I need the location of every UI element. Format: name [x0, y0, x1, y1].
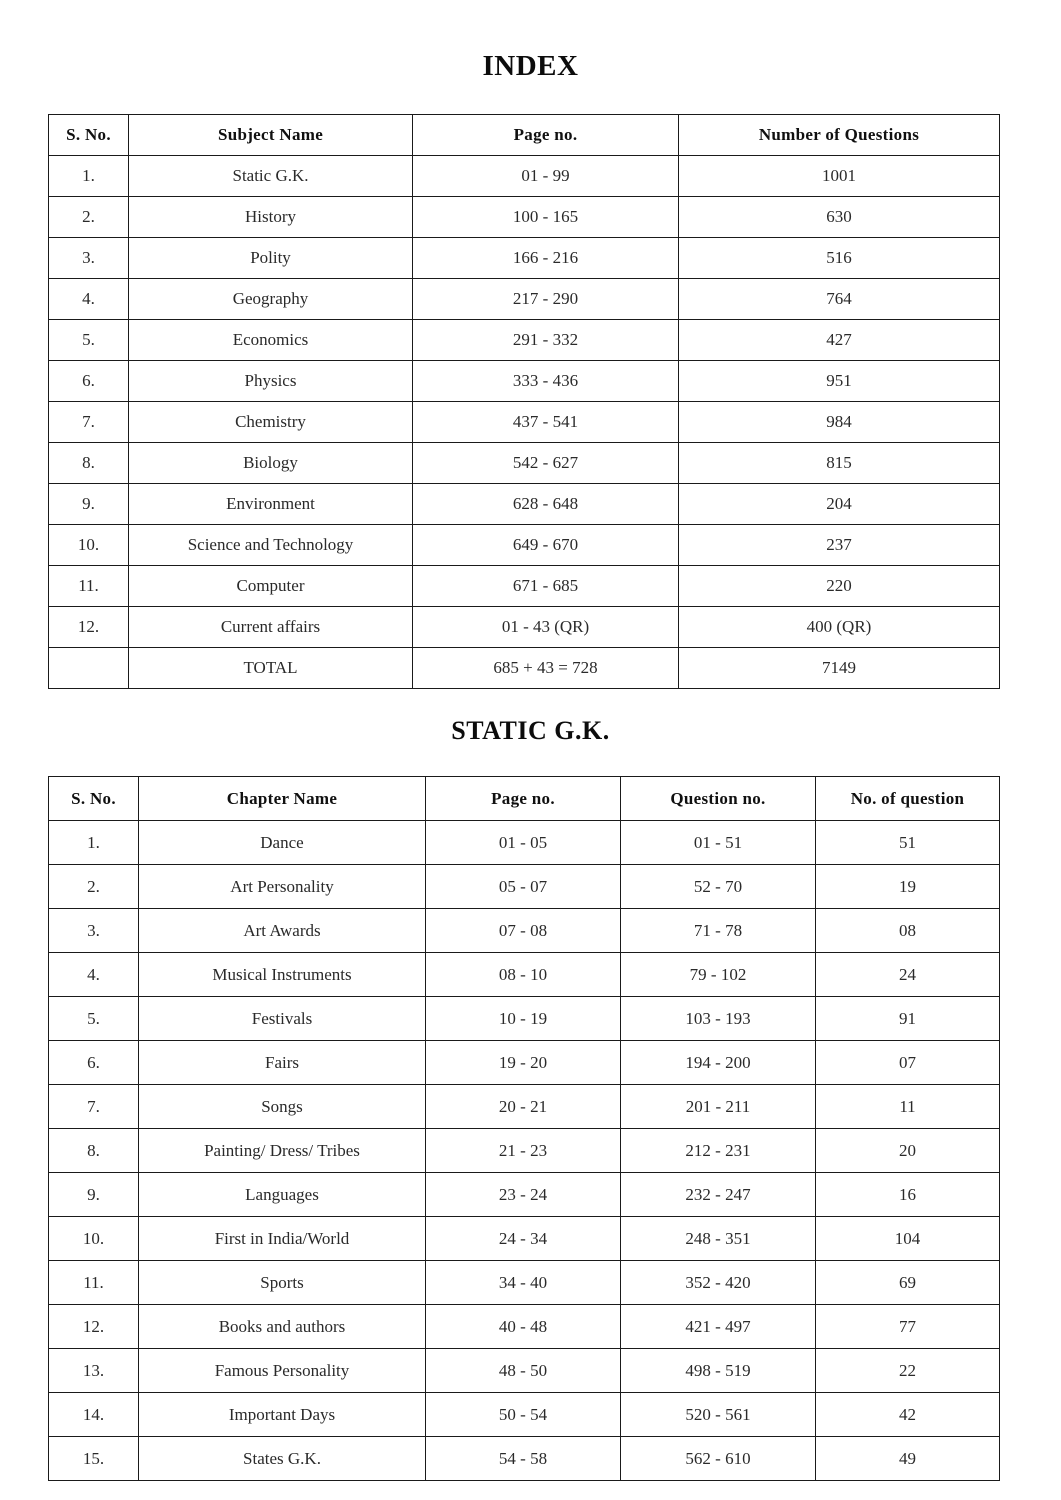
cell-subject-name: Environment: [129, 484, 413, 525]
cell-serial-number: 9.: [49, 1173, 139, 1217]
table-row: [49, 156, 1000, 197]
column-header-page-no: Page no.: [426, 777, 621, 821]
table-row: [49, 484, 1000, 525]
cell-serial-number: 10.: [49, 525, 129, 566]
cell-subject-name: Biology: [129, 443, 413, 484]
cell-subject-name: Computer: [129, 566, 413, 607]
cell-page-range: 07 - 08: [426, 909, 621, 953]
cell-page-range: 34 - 40: [426, 1261, 621, 1305]
cell-question-count: 630: [679, 197, 1000, 238]
column-header-chapter: Chapter Name: [139, 777, 426, 821]
cell-serial-number: 1.: [49, 821, 139, 865]
cell-question-range: 201 - 211: [621, 1085, 816, 1129]
cell-serial-number: 11.: [49, 1261, 139, 1305]
cell-page-range: 628 - 648: [413, 484, 679, 525]
cell-serial-number: 12.: [49, 1305, 139, 1349]
cell-total-page-range: 685 + 43 = 728: [413, 648, 679, 689]
cell-question-range: 103 - 193: [621, 997, 816, 1041]
cell-page-range: 542 - 627: [413, 443, 679, 484]
cell-chapter-name: Sports: [139, 1261, 426, 1305]
cell-question-count: 951: [679, 361, 1000, 402]
table-row: [49, 443, 1000, 484]
cell-serial-number: 2.: [49, 197, 129, 238]
cell-question-count: 516: [679, 238, 1000, 279]
table-row: [49, 1437, 1000, 1481]
cell-chapter-name: Books and authors: [139, 1305, 426, 1349]
cell-subject-name: Current affairs: [129, 607, 413, 648]
cell-subject-name: Chemistry: [129, 402, 413, 443]
cell-chapter-name: Art Personality: [139, 865, 426, 909]
cell-serial-number: 10.: [49, 1217, 139, 1261]
table-total-row: [49, 648, 1000, 689]
cell-serial-number: 1.: [49, 156, 129, 197]
cell-page-range: 54 - 58: [426, 1437, 621, 1481]
table-row: [49, 1085, 1000, 1129]
cell-page-range: 23 - 24: [426, 1173, 621, 1217]
table-row: [49, 197, 1000, 238]
cell-serial-number: 9.: [49, 484, 129, 525]
cell-question-count: 19: [816, 865, 1000, 909]
cell-serial-number: 4.: [49, 953, 139, 997]
cell-page-range: 21 - 23: [426, 1129, 621, 1173]
cell-page-range: 100 - 165: [413, 197, 679, 238]
page-title-index: INDEX: [482, 50, 579, 82]
cell-question-count: 51: [816, 821, 1000, 865]
cell-page-range: 48 - 50: [426, 1349, 621, 1393]
cell-chapter-name: Fairs: [139, 1041, 426, 1085]
cell-page-range: 19 - 20: [426, 1041, 621, 1085]
cell-question-count: 07: [816, 1041, 1000, 1085]
cell-page-range: 01 - 99: [413, 156, 679, 197]
cell-page-range: 50 - 54: [426, 1393, 621, 1437]
cell-serial-number: 11.: [49, 566, 129, 607]
cell-chapter-name: Languages: [139, 1173, 426, 1217]
cell-question-range: 232 - 247: [621, 1173, 816, 1217]
cell-question-range: 01 - 51: [621, 821, 816, 865]
cell-page-range: 217 - 290: [413, 279, 679, 320]
cell-chapter-name: States G.K.: [139, 1437, 426, 1481]
table-row: [49, 909, 1000, 953]
cell-serial-number: 13.: [49, 1349, 139, 1393]
table-row: [49, 402, 1000, 443]
table-header-row: [49, 115, 1000, 156]
cell-serial-number: 8.: [49, 443, 129, 484]
cell-subject-name: Science and Technology: [129, 525, 413, 566]
table-row: [49, 607, 1000, 648]
column-header-sno: S. No.: [49, 115, 129, 156]
cell-question-range: 421 - 497: [621, 1305, 816, 1349]
cell-serial-number: 7.: [49, 402, 129, 443]
table-row: [49, 1173, 1000, 1217]
cell-question-range: 52 - 70: [621, 865, 816, 909]
cell-question-count: 11: [816, 1085, 1000, 1129]
table-row: [49, 1305, 1000, 1349]
cell-total-question-sum: 7149: [679, 648, 1000, 689]
cell-serial-number: 15.: [49, 1437, 139, 1481]
cell-serial-number: 5.: [49, 997, 139, 1041]
table-row: [49, 1261, 1000, 1305]
cell-question-range: 520 - 561: [621, 1393, 816, 1437]
cell-page-range: 291 - 332: [413, 320, 679, 361]
table-row: [49, 361, 1000, 402]
cell-serial-number: 8.: [49, 1129, 139, 1173]
cell-question-count: 764: [679, 279, 1000, 320]
cell-serial-number: 2.: [49, 865, 139, 909]
cell-question-range: 562 - 610: [621, 1437, 816, 1481]
cell-question-count: 400 (QR): [679, 607, 1000, 648]
cell-chapter-name: Musical Instruments: [139, 953, 426, 997]
static-gk-table-header: [49, 777, 1000, 821]
index-table-body: [49, 156, 1000, 689]
cell-question-range: 212 - 231: [621, 1129, 816, 1173]
cell-page-range: 01 - 05: [426, 821, 621, 865]
cell-chapter-name: First in India/World: [139, 1217, 426, 1261]
cell-question-range: 194 - 200: [621, 1041, 816, 1085]
cell-question-count: 104: [816, 1217, 1000, 1261]
table-header-row: [49, 777, 1000, 821]
static-gk-table: [48, 776, 1000, 1481]
cell-question-range: 248 - 351: [621, 1217, 816, 1261]
cell-question-range: 71 - 78: [621, 909, 816, 953]
cell-subject-name: Static G.K.: [129, 156, 413, 197]
cell-question-count: 69: [816, 1261, 1000, 1305]
column-header-subject: Subject Name: [129, 115, 413, 156]
cell-page-range: 333 - 436: [413, 361, 679, 402]
cell-question-range: 498 - 519: [621, 1349, 816, 1393]
cell-serial-number: 7.: [49, 1085, 139, 1129]
column-header-page-no: Page no.: [413, 115, 679, 156]
table-row: [49, 279, 1000, 320]
cell-chapter-name: Important Days: [139, 1393, 426, 1437]
cell-chapter-name: Dance: [139, 821, 426, 865]
cell-question-count: 49: [816, 1437, 1000, 1481]
cell-page-range: 08 - 10: [426, 953, 621, 997]
column-header-count: No. of question: [816, 777, 1000, 821]
table-row: [49, 821, 1000, 865]
cell-subject-name: Economics: [129, 320, 413, 361]
cell-question-range: 79 - 102: [621, 953, 816, 997]
cell-chapter-name: Famous Personality: [139, 1349, 426, 1393]
cell-serial-number: 12.: [49, 607, 129, 648]
cell-question-count: 204: [679, 484, 1000, 525]
cell-question-count: 984: [679, 402, 1000, 443]
cell-chapter-name: Art Awards: [139, 909, 426, 953]
cell-serial-number: 3.: [49, 909, 139, 953]
cell-page-range: 24 - 34: [426, 1217, 621, 1261]
cell-chapter-name: Festivals: [139, 997, 426, 1041]
table-row: [49, 566, 1000, 607]
cell-chapter-name: Painting/ Dress/ Tribes: [139, 1129, 426, 1173]
cell-subject-name: Physics: [129, 361, 413, 402]
cell-question-count: 16: [816, 1173, 1000, 1217]
cell-question-count: 24: [816, 953, 1000, 997]
page-title-static-gk: STATIC G.K.: [451, 716, 610, 745]
cell-question-count: 91: [816, 997, 1000, 1041]
table-row: [49, 1349, 1000, 1393]
cell-question-count: 237: [679, 525, 1000, 566]
cell-question-count: 220: [679, 566, 1000, 607]
cell-total-label: TOTAL: [129, 648, 413, 689]
cell-serial-number: 6.: [49, 1041, 139, 1085]
cell-subject-name: History: [129, 197, 413, 238]
cell-question-count: 77: [816, 1305, 1000, 1349]
cell-question-count: 20: [816, 1129, 1000, 1173]
cell-page-range: 20 - 21: [426, 1085, 621, 1129]
cell-serial-number: 4.: [49, 279, 129, 320]
cell-question-count: 815: [679, 443, 1000, 484]
cell-page-range: 01 - 43 (QR): [413, 607, 679, 648]
cell-question-range: 352 - 420: [621, 1261, 816, 1305]
cell-page-range: 649 - 670: [413, 525, 679, 566]
table-row: [49, 997, 1000, 1041]
cell-serial-number: 5.: [49, 320, 129, 361]
index-table: [48, 114, 1000, 689]
cell-serial-number: 14.: [49, 1393, 139, 1437]
index-table-header: [49, 115, 1000, 156]
cell-question-count: 08: [816, 909, 1000, 953]
cell-page-range: 437 - 541: [413, 402, 679, 443]
cell-serial-number: 6.: [49, 361, 129, 402]
table-row: [49, 865, 1000, 909]
cell-page-range: 671 - 685: [413, 566, 679, 607]
cell-serial-number: [49, 648, 129, 689]
table-row: [49, 1393, 1000, 1437]
cell-page-range: 166 - 216: [413, 238, 679, 279]
cell-question-count: 427: [679, 320, 1000, 361]
column-header-sno: S. No.: [49, 777, 139, 821]
table-row: [49, 525, 1000, 566]
static-gk-table-body: [49, 821, 1000, 1481]
cell-subject-name: Geography: [129, 279, 413, 320]
cell-serial-number: 3.: [49, 238, 129, 279]
column-header-question-no: Question no.: [621, 777, 816, 821]
table-row: [49, 1217, 1000, 1261]
cell-question-count: 1001: [679, 156, 1000, 197]
column-header-questions: Number of Questions: [679, 115, 1000, 156]
cell-page-range: 10 - 19: [426, 997, 621, 1041]
table-row: [49, 953, 1000, 997]
table-row: [49, 320, 1000, 361]
cell-question-count: 42: [816, 1393, 1000, 1437]
cell-page-range: 05 - 07: [426, 865, 621, 909]
cell-question-count: 22: [816, 1349, 1000, 1393]
table-row: [49, 238, 1000, 279]
table-row: [49, 1129, 1000, 1173]
table-row: [49, 1041, 1000, 1085]
cell-subject-name: Polity: [129, 238, 413, 279]
cell-page-range: 40 - 48: [426, 1305, 621, 1349]
cell-chapter-name: Songs: [139, 1085, 426, 1129]
